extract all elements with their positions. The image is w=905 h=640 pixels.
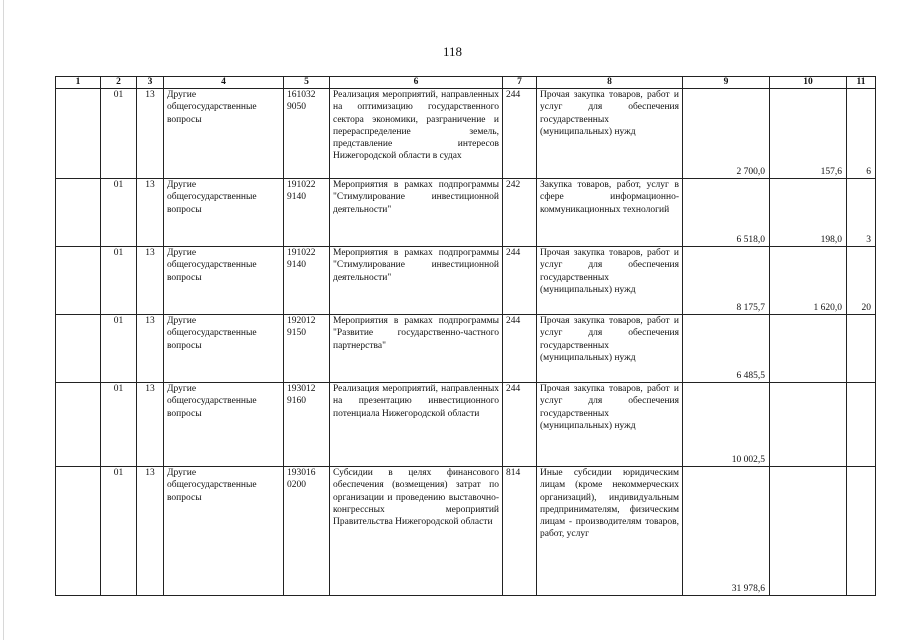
table-row — [56, 315, 876, 383]
cell-amount-2: 157,6 — [770, 89, 847, 179]
table-row — [56, 179, 876, 247]
cell-section-name: Другие общегосударственные вопросы — [164, 247, 284, 315]
cell-target-code: 193012 9160 — [284, 383, 330, 467]
column-header: 5 — [284, 77, 330, 89]
cell-section: 01 — [101, 89, 137, 179]
cell-amount-2 — [770, 467, 847, 596]
cell-target-name: Мероприятия в рамках подпрограммы "Развитие государственно-частного партнерства" — [330, 315, 503, 383]
cell-amount: 31 978,6 — [683, 467, 770, 596]
cell-section-name: Другие общегосударственные вопросы — [164, 383, 284, 467]
cell-expense-code: 244 — [503, 247, 537, 315]
cell-expense-name: Прочая закупка товаров, работ и услуг для обеспечения государственных (муниципальных) нужд — [537, 315, 683, 383]
column-header: 9 — [683, 77, 770, 89]
cell-amount-3 — [847, 315, 876, 383]
cell-section-name: Другие общегосударственные вопросы — [164, 467, 284, 596]
cell-target-code: 191022 9140 — [284, 179, 330, 247]
table-row — [56, 247, 876, 315]
cell-amount-2: 198,0 — [770, 179, 847, 247]
cell-subsection: 13 — [137, 89, 164, 179]
cell-expense-name: Прочая закупка товаров, работ и услуг для обеспечения государственных (муниципальных) нужд — [537, 247, 683, 315]
cell-target-code: 192012 9150 — [284, 315, 330, 383]
table-row — [56, 467, 876, 596]
cell-col1 — [56, 89, 101, 179]
cell-col1 — [56, 383, 101, 467]
budget-table — [55, 76, 876, 596]
column-header: 4 — [164, 77, 284, 89]
column-header: 6 — [330, 77, 503, 89]
cell-section: 01 — [101, 383, 137, 467]
cell-amount-2: 1 620,0 — [770, 247, 847, 315]
cell-expense-name: Прочая закупка товаров, работ и услуг для обеспечения государственных (муниципальных) нужд — [537, 383, 683, 467]
cell-amount-3: 6 — [847, 89, 876, 179]
cell-amount-3: 3 — [847, 179, 876, 247]
table-row — [56, 89, 876, 179]
cell-col1 — [56, 467, 101, 596]
cell-section-name: Другие общегосударственные вопросы — [164, 179, 284, 247]
cell-amount-3: 20 — [847, 247, 876, 315]
column-header: 3 — [137, 77, 164, 89]
cell-subsection: 13 — [137, 315, 164, 383]
cell-section: 01 — [101, 467, 137, 596]
cell-amount: 6 518,0 — [683, 179, 770, 247]
column-header: 10 — [770, 77, 847, 89]
column-header: 11 — [847, 77, 876, 89]
cell-amount: 6 485,5 — [683, 315, 770, 383]
cell-subsection: 13 — [137, 467, 164, 596]
cell-target-name: Мероприятия в рамках подпрограммы "Стимулирование инвестиционной деятельности" — [330, 247, 503, 315]
cell-section-name: Другие общегосударственные вопросы — [164, 89, 284, 179]
cell-col1 — [56, 179, 101, 247]
cell-amount-2 — [770, 383, 847, 467]
cell-amount-3 — [847, 467, 876, 596]
cell-expense-code: 244 — [503, 315, 537, 383]
cell-section-name: Другие общегосударственные вопросы — [164, 315, 284, 383]
cell-expense-name: Иные субсидии юридическим лицам (кроме некоммерческих организаций), индивидуальным предпринимателям, физическим лицам - производителям товаров, работ, услуг — [537, 467, 683, 596]
page-number: 118 — [442, 44, 463, 59]
cell-subsection: 13 — [137, 247, 164, 315]
cell-section: 01 — [101, 179, 137, 247]
cell-target-name: Реализация мероприятий, направленных на оптимизацию государственного сектора экономики, разграничение и перераспределение земель, представление интересов Нижегородской области в судах — [330, 89, 503, 179]
cell-target-code: 193016 0200 — [284, 467, 330, 596]
cell-expense-name: Прочая закупка товаров, работ и услуг для обеспечения государственных (муниципальных) нужд — [537, 89, 683, 179]
cell-target-name: Мероприятия в рамках подпрограммы "Стимулирование инвестиционной деятельности" — [330, 179, 503, 247]
cell-subsection: 13 — [137, 383, 164, 467]
page-margin-line — [3, 0, 4, 640]
cell-amount: 2 700,0 — [683, 89, 770, 179]
cell-col1 — [56, 315, 101, 383]
header-row — [56, 77, 876, 89]
cell-target-code: 161032 9050 — [284, 89, 330, 179]
cell-expense-code: 244 — [503, 89, 537, 179]
cell-target-name: Реализация мероприятий, направленных на презентацию инвестиционного потенциала Нижегородской области — [330, 383, 503, 467]
column-header: 2 — [101, 77, 137, 89]
cell-amount: 8 175,7 — [683, 247, 770, 315]
cell-expense-name: Закупка товаров, работ, услуг в сфере информационно-коммуникационных технологий — [537, 179, 683, 247]
cell-target-code: 191022 9140 — [284, 247, 330, 315]
cell-amount-2 — [770, 315, 847, 383]
table-row — [56, 383, 876, 467]
cell-subsection: 13 — [137, 179, 164, 247]
column-header: 8 — [537, 77, 683, 89]
column-header: 1 — [56, 77, 101, 89]
cell-col1 — [56, 247, 101, 315]
cell-section: 01 — [101, 247, 137, 315]
cell-target-name: Субсидии в целях финансового обеспечения (возмещения) затрат по организации и проведению выставочно-конгрессных мероприятий Правительства Нижегородской области — [330, 467, 503, 596]
cell-expense-code: 814 — [503, 467, 537, 596]
cell-section: 01 — [101, 315, 137, 383]
cell-expense-code: 244 — [503, 383, 537, 467]
cell-amount: 10 002,5 — [683, 383, 770, 467]
cell-amount-3 — [847, 383, 876, 467]
cell-expense-code: 242 — [503, 179, 537, 247]
column-header: 7 — [503, 77, 537, 89]
